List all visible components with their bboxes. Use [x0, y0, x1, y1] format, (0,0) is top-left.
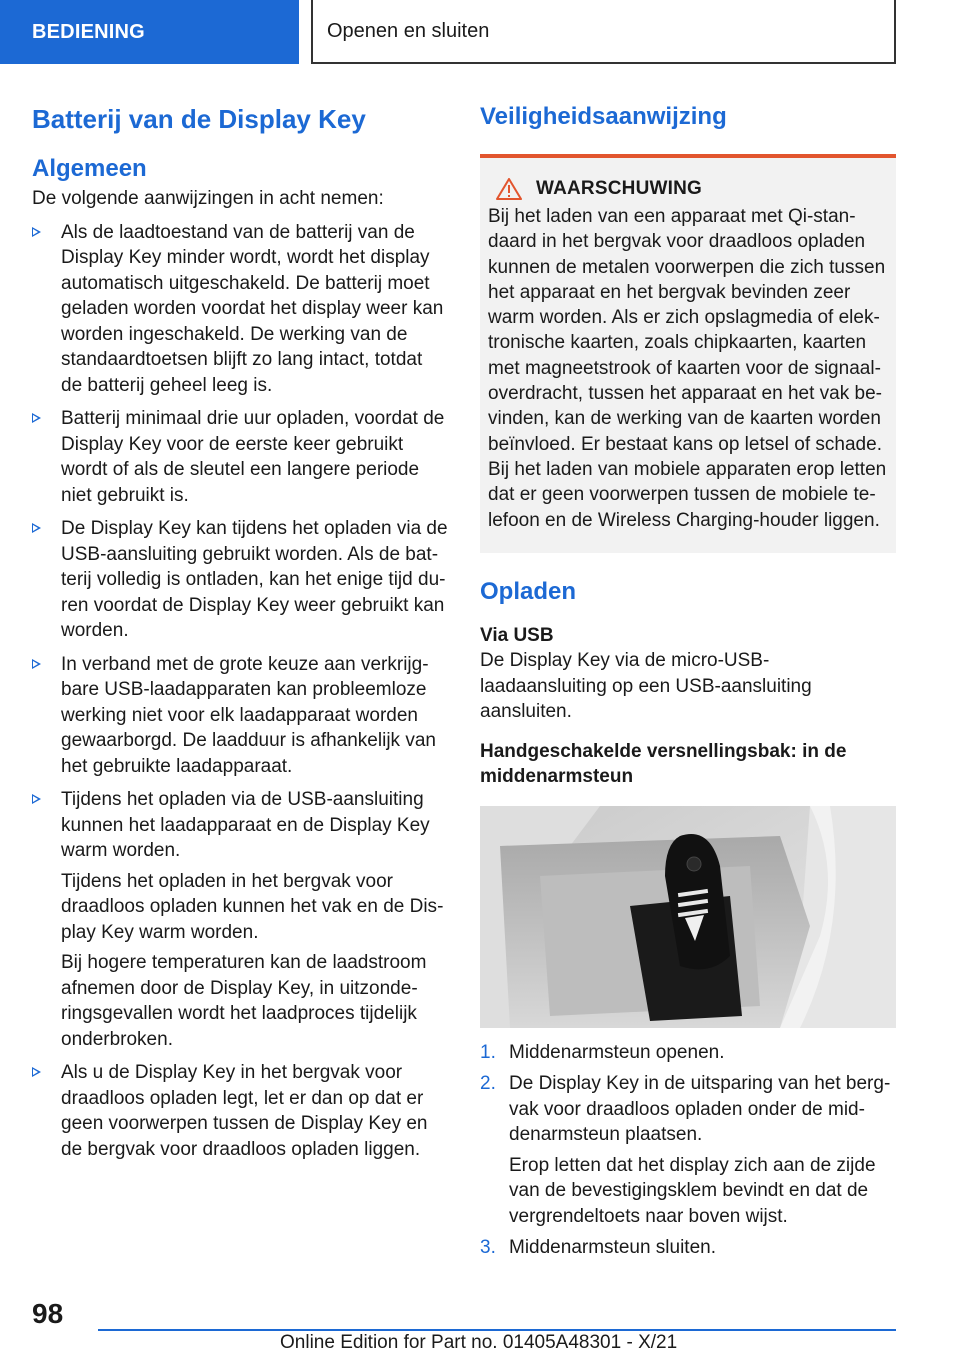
- triangle-bullet-icon: [32, 1067, 41, 1077]
- intro-text: De volgende aanwijzingen in acht nemen:: [32, 188, 384, 209]
- list-item-text: Als de laadtoestand van de batterij van de Display Key minder wordt, wordt het display automatisch uitgeschakeld. De batterij moet geladen worden voordat het display weer kan worden ingeschakeld. De werking van de standaardtoetsen blijft zo lang intact, totdat de batterij geheel leeg is.: [61, 221, 444, 396]
- usb-text: De Display Key via de micro-USB-laadaansluiting op een USB-aansluiting aansluiten.: [480, 650, 812, 723]
- list-item: [32, 1060, 448, 1162]
- list-item: [480, 1235, 896, 1261]
- section-tab: [0, 0, 299, 64]
- charging-title: Opladen: [480, 577, 577, 605]
- footer-divider: [98, 1329, 896, 1331]
- step-text: De Display Key in de uitsparing van het bergvak voor draadloos opladen onder de middenarmsteun plaatsen.: [509, 1073, 891, 1146]
- chapter-label: Openen en sluiten: [327, 19, 490, 42]
- section-label: BEDIENING: [32, 20, 145, 43]
- usb-heading: Via USB: [480, 624, 554, 646]
- step-number: 2.: [480, 1073, 496, 1095]
- triangle-bullet-icon: [32, 659, 41, 669]
- step-number: 3.: [480, 1237, 496, 1259]
- armrest-charging-photo: [480, 806, 896, 1028]
- step-text: Middenarmsteun sluiten.: [509, 1237, 716, 1259]
- battery-notes-list: [32, 220, 448, 1163]
- step-text: Erop letten dat het display zich aan de zijde van de bevestigingsklem bevindt en dat de vergrendeltoets naar boven wijst.: [509, 1154, 876, 1227]
- list-item-text: Batterij minimaal drie uur opladen, voordat de Display Key voor de eerste keer gebruikt wordt of als de sleutel een langere periode niet gebruikt is.: [61, 408, 445, 506]
- list-item-text: Tijdens het opladen via de USB-aansluiting kunnen het laadapparaat en de Display Key warm worden.: [61, 789, 430, 861]
- charging-steps-list: [480, 1040, 896, 1261]
- general-subtitle: Algemeen: [32, 155, 147, 182]
- triangle-bullet-icon: [32, 227, 41, 237]
- list-item-text: In verband met de grote keuze aan verkrijgbare USB-laadapparaten kan probleemloze werking niet voor elk laadapparaat worden gewaarborgd. De laadduur is afhankelijk van het gebruikte laadapparaat.: [61, 653, 436, 777]
- warning-triangle-icon: [496, 178, 522, 200]
- left-column: [32, 100, 448, 1162]
- warning-label: WAARSCHUWING: [536, 178, 702, 199]
- list-item-text: Bij hogere temperaturen kan de laadstroom afnemen door de Display Key, in uitzonderingsgevallen wordt het laadproces tijdelijk onderbroken.: [61, 952, 427, 1050]
- manual-gearbox-heading: Handgeschakelde versnellingsbak: in de middenarmsteun: [480, 740, 847, 788]
- step-text: Middenarmsteun openen.: [509, 1041, 725, 1063]
- list-item: [32, 220, 448, 399]
- chapter-tab: [311, 0, 896, 64]
- triangle-bullet-icon: [32, 523, 41, 533]
- page-number: 98: [32, 1298, 64, 1329]
- triangle-bullet-icon: [32, 413, 41, 423]
- right-column: [480, 100, 896, 1261]
- list-item-text: Als u de Display Key in het bergvak voor draadloos opladen legt, let er dan op dat er geen voorwerpen tussen de Display Key en de bergvak voor draadloos opladen liggen.: [61, 1062, 428, 1160]
- warning-box: [480, 154, 896, 553]
- list-item: [32, 652, 448, 780]
- battery-title: Batterij van de Display Key: [32, 104, 366, 134]
- list-item: [32, 406, 448, 508]
- step-number: 1.: [480, 1041, 496, 1063]
- edition-footer: Online Edition for Part no. 01405A48301 - X/21: [280, 1332, 678, 1353]
- list-item: [32, 516, 448, 644]
- warning-text: Bij het laden van een apparaat met Qi-standaard in het bergvak voor draadloos opladen kunnen de metalen voorwerpen die zich tussen het apparaat en het bergvak bevinden zeer warm worden. Als er zich opslagmedia of elektronische kaarten, zoals chipkaarten, kaarten met magneetstrook of kaarten voor de signaaloverdracht, tussen het apparaat en het vak bevinden, kan de werking van de kaarten worden beïnvloed. Er bestaat kans op letsel of schade. Bij het laden van mobiele apparaten erop letten dat er geen voorwerpen tussen de mobiele telefoon en de Wireless Charging-houder liggen.: [488, 206, 887, 531]
- list-item-text: Tijdens het opladen in het bergvak voor draadloos opladen kunnen het vak en de Display Key warm worden.: [61, 870, 444, 943]
- list-item: [480, 1071, 896, 1229]
- list-item: [32, 787, 448, 1052]
- triangle-bullet-icon: [32, 794, 41, 804]
- safety-title: Veiligheidsaanwijzing: [480, 103, 727, 130]
- warning-header: [488, 178, 888, 200]
- list-item-text: De Display Key kan tijdens het opladen via de USB-aansluiting gebruikt worden. Als de batterij volledig is ontladen, kan het enige tijd duren voordat de Display Key weer gebruikt kan worden.: [61, 518, 448, 641]
- list-item: [480, 1040, 896, 1066]
